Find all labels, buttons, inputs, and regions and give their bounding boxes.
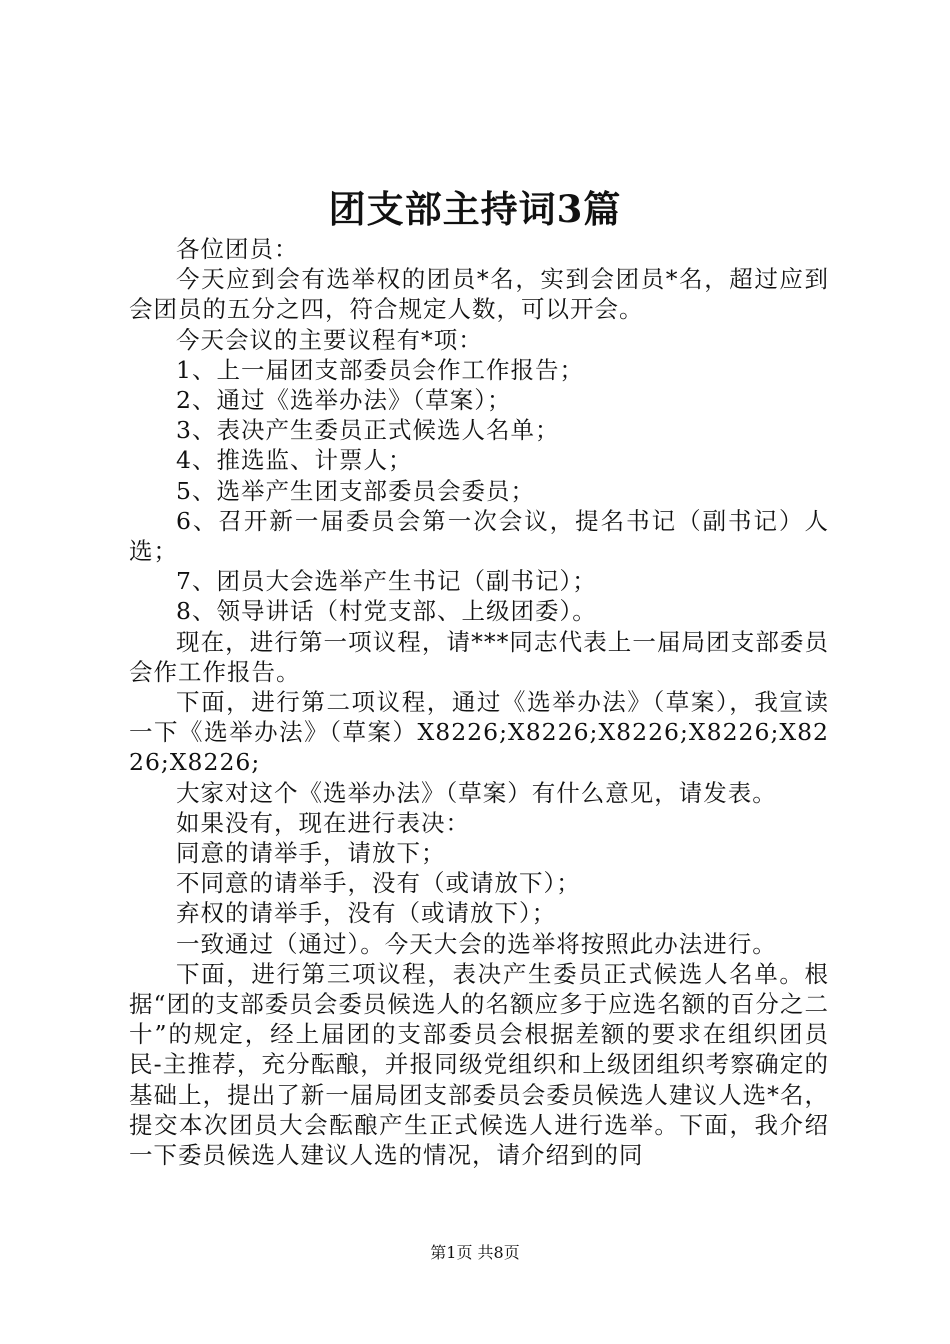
- agenda-item-2: 2、通过《选举办法》（草案）；: [176, 386, 512, 415]
- paragraph-second-item: 下面，进行第二项议程，通过《选举办法》（草案），我宣读一下《选举办法》（草案）X8226;X8226;X8226;X8226;X8226;X8226;: [129, 688, 829, 777]
- document-body: [129, 234, 829, 1170]
- page-footer: 第1页 共8页: [430, 1243, 520, 1262]
- agenda-item-7: 7、团员大会选举产生书记（副书记）；: [176, 567, 597, 596]
- paragraph-attendance: 今天应到会有选举权的团员*名，实到会团员*名，超过应到会团员的五分之四，符合规定人数，可以开会。: [129, 265, 829, 324]
- paragraph-agenda-intro: 今天会议的主要议程有*项：: [176, 325, 483, 354]
- agenda-item-4: 4、推选监、计票人；: [176, 446, 413, 475]
- paragraph-greeting: 各位团员：: [176, 235, 299, 263]
- paragraph-opinions: 大家对这个《选举办法》（草案）有什么意见，请发表。: [176, 778, 777, 807]
- paragraph-vote-abstain: 弃权的请举手，没有（或请放下）；: [176, 899, 557, 928]
- agenda-item-3: 3、表决产生委员正式候选人名单；: [176, 416, 560, 445]
- agenda-item-1: 1、上一届团支部委员会作工作报告；: [176, 355, 584, 384]
- paragraph-vote-disagree: 不同意的请举手，没有（或请放下）；: [176, 869, 581, 898]
- paragraph-third-item: 下面，进行第三项议程，表决产生委员正式候选人名单。根据“团的支部委员会委员候选人的名额应多于应选名额的百分之二十”的规定，经上届团的支部委员会根据差额的要求在组织团员民-主推荐，充分酝酿，并报同级党组织和上级团组织考察确定的基础上，提出了新一届局团支部委员会委员候选人建议人选*名，提交本次团员大会酝酿产生正式候选人进行选举。下面，我介绍一下委员候选人建议人选的情况，请介绍到的同: [129, 959, 829, 1170]
- agenda-item-5: 5、选举产生团支部委员会委员；: [176, 476, 535, 505]
- document-title: 团支部主持词3篇: [328, 187, 622, 231]
- paragraph-first-item: 现在，进行第一项议程，请***同志代表上一届局团支部委员会作工作报告。: [129, 627, 829, 686]
- paragraph-vote-start: 如果没有，现在进行表决：: [176, 808, 470, 837]
- paragraph-vote-result: 一致通过（通过）。今天大会的选举将按照此办法进行。: [176, 929, 777, 958]
- paragraph-vote-agree: 同意的请举手，请放下；: [176, 839, 446, 868]
- agenda-item-8: 8、领导讲话（村党支部、上级团委）。: [176, 597, 597, 626]
- agenda-item-6: 6、召开新一届委员会第一次会议，提名书记（副书记）人选；: [129, 506, 829, 566]
